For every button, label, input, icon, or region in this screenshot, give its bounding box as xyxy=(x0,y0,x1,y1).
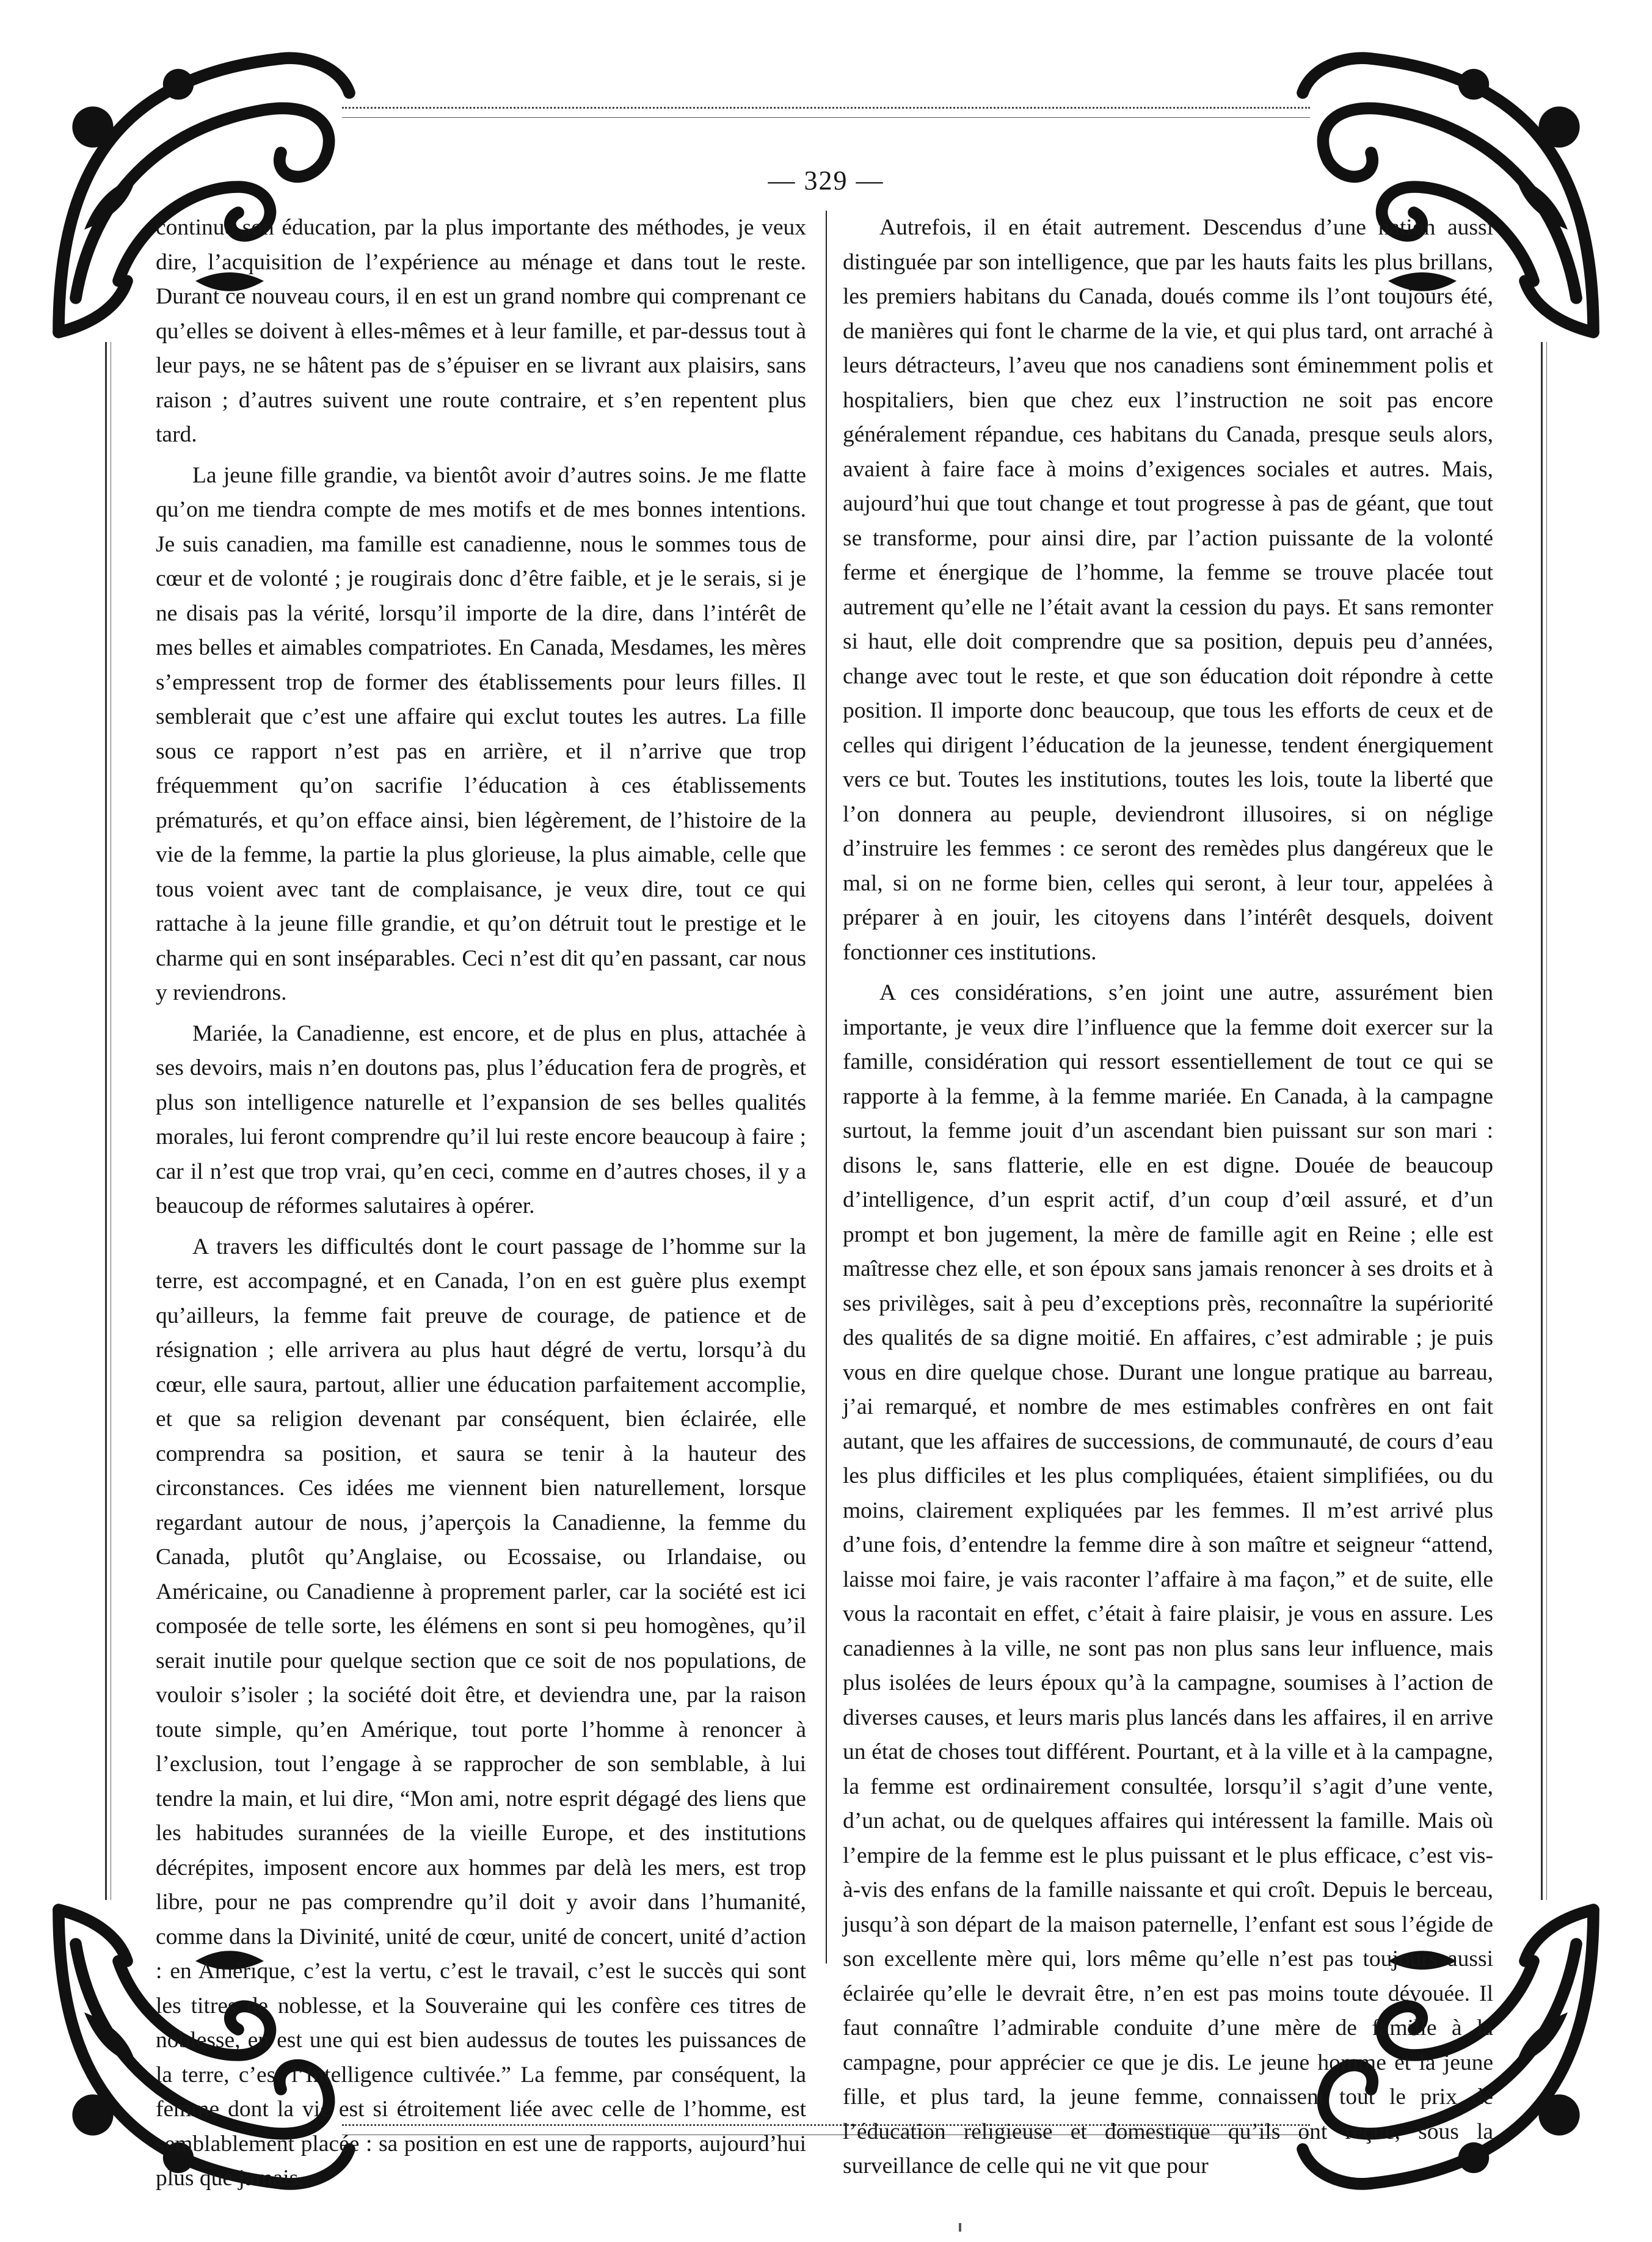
text-column-left xyxy=(156,211,806,2202)
top-border-rule xyxy=(342,107,1310,118)
right-border-rule xyxy=(1541,342,1547,1900)
paragraph: La jeune fille grandie, va bientôt avoir d’autres soins. Je me flatte qu’on me tiendra compte de mes motifs et de mes bonnes intentions. Je suis canadien, ma famille est canadienne, nous le sommes tous de cœur et de volonté ; je rougirais donc d’être faible, et je le serais, si je ne disais pas la vérité, lorsqu’il importe de la dire, dans l’intérêt de mes belles et aimables compatriotes. En Canada, Mesdames, les mères s’empressent trop de former des établissements pour leurs filles. Il semblerait que c’est une affaire qui exclut toutes les autres. La fille sous ce rapport n’est pas en arrière, et il n’arrive que trop fréquemment qu’on sacrifie l’éducation à ces établissements prématurés, et qu’on efface ainsi, bien légèrement, de l’histoire de la vie de la femme, la partie la plus glorieuse, la plus aimable, celle que tous voient avec tant de complaisance, je veux dire, tout ce qui rattache à la jeune fille grandie, et qu’on détruit tout le prestige et le charme qui en sont inséparables. Ceci n’est dit qu’en passant, car nous y reviendrons. xyxy=(156,462,806,1005)
paragraph: continue son éducation, par la plus importante des méthodes, je veux dire, l’acquisition de l’expérience au ménage et dans tout le reste. Durant ce nouveau cours, il en est un grand nombre qui comprenant ce qu’elles se doivent à elles-mêmes et à leur famille, et par-dessus tout à leur pays, ne se hâtent pas de s’épuiser en se livrant aux plaisirs, sans raison ; d’autres suivent une route contraire, et s’en repentent plus tard. xyxy=(156,215,806,447)
paragraph: Mariée, la Canadienne, est encore, et de plus en plus, attachée à ses devoirs, mais n’en doutons pas, plus l’éducation fera de progrès, et plus son intelligence naturelle et l’expansion de ses belles qualités morales, lui feront comprendre qu’il lui reste encore beaucoup à faire ; car il n’est que trop vrai, qu’en ceci, comme en d’autres choses, il y a beaucoup de réformes salutaires à opérer. xyxy=(156,1021,806,1218)
paragraph: A travers les difficultés dont le court passage de l’homme sur la terre, est accompagné, et en Canada, l’on en est guère plus exempt qu’ailleurs, la femme fait preuve de courage, de patience et de résignation ; elle arrivera au plus haut dégré de vertu, lorsqu’à du cœur, elle saura, partout, allier une éducation parfaitement accomplie, et que sa religion devenant par conséquent, bien éclairée, elle comprendra sa position, et saura se tenir à la hauteur des circonstances. Ces idées me viennent bien naturellement, lorsque regardant autour de nous, j’aperçois la Canadienne, la femme du Canada, plutôt qu’Anglaise, ou Ecossaise, ou Irlandaise, ou Américaine, ou Canadienne à proprement parler, car la société est ici composée de telle sorte, les élémens en sont si peu homogènes, qu’il serait inutile pour quelque section que ce soit de nos populations, de vouloir s’isoler ; la société doit être, et deviendra une, par la raison toute simple, qu’en Amérique, tout porte l’homme à renoncer à l’exclusion, tout l’engage à se rapprocher de son semblable, à lui tendre la main, et lui dire, “Mon ami, notre esprit dégagé des liens que les habitudes surannées de la vieille Europe, et des institutions décrépites, imposent encore aux hommes par delà les mers, est trop libre, pour ne pas comprendre qu’il doit y avoir dans l’humanité, comme dans la Divinité, unité de cœur, unité de concert, unité d’action : en Amérique, c’est la vertu, c’est le travail, c’est le succès qui sont les titres de noblesse, et la Souveraine qui les confère ces titres de noblesse, en est une qui est bien audessus de toutes les puissances de la terre, c’est l’Intelligence cultivée.” La femme, par conséquent, la femme dont la vie est si étroitement liée avec celle de l’homme, est semblablement placée : sa position en est une de rapports, aujourd’hui plus que jamais. xyxy=(156,1234,806,2191)
column-divider xyxy=(826,211,827,1964)
page-number: — 329 — xyxy=(768,166,884,195)
print-mark xyxy=(959,2223,961,2232)
text-column-right xyxy=(843,211,1493,2190)
paragraph: A ces considérations, s’en joint une autre, assurément bien importante, je veux dire l’influence que la femme doit exercer sur la famille, considération qui ressort essentiellement de tout ce qui se rapporte à la femme, à la femme mariée. En Canada, à la campagne surtout, la femme jouit d’un ascendant bien puissant sur son mari : disons le, sans flatterie, elle en est digne. Douée de beaucoup d’intelligence, d’un esprit actif, d’un coup d’œil assuré, et d’un prompt et bon jugement, la mère de famille agit en Reine ; elle est maîtresse chez elle, et son époux sans jamais renoncer à ses droits et à ses privilèges, sait à peu d’exceptions près, reconnaître la supériorité des qualités de sa digne moitié. En affaires, c’est admirable ; je puis vous en dire quelque chose. Durant une longue pratique au barreau, j’ai remarqué, et nombre de mes estimables confrères en ont fait autant, que les affaires de successions, de communauté, de cours d’eau les plus difficiles et les plus compliquées, étaient simplifiées, ou du moins, clairement expliquées par les femmes. Il m’est arrivé plus d’une fois, d’entendre la femme dire à son maître et seigneur “attend, laisse moi faire, je vais raconter l’affaire à ma façon,” et de suite, elle vous la racontait en effet, c’était à faire plaisir, je vous en assure. Les canadiennes à la ville, ne sont pas non plus sans leur influence, mais plus isolées de leurs époux qu’à la campagne, soumises à l’action de diverses causes, et leurs maris plus lancés dans les affaires, il en arrive un état de choses tout différent. Pourtant, et à la ville et à la campagne, la femme est ordinairement consultée, lorsqu’il s’agit d’une vente, d’un achat, ou de quelques affaires qui intéressent la famille. Mais où l’empire de la femme est le plus puissant et le plus efficace, c’est vis-à-vis des enfans de la famille naissante et qui croît. Depuis le berceau, jusqu’à son départ de la maison paternelle, l’enfant est sous l’égide de son excellente mère qui, lors même qu’elle n’est pas toujours aussi éclairée qu’elle le devrait être, n’en est pas moins toute dévouée. Il faut connaître l’admirable conduite d’une mère de famille à la campagne, pour apprécier ce que je dis. Le jeune homme et la jeune fille, et plus tard, la jeune femme, connaissent tout le prix de l’éducation religieuse et domestique qu’ils ont reçue, sous la surveillance de celle qui ne vit que pour xyxy=(843,980,1493,2178)
left-border-rule xyxy=(105,342,111,1900)
paragraph: Autrefois, il en était autrement. Descendus d’une nation aussi distinguée par son intelligence, que par les hauts faits les plus brillans, les premiers habitans du Canada, doués comme ils l’ont toujours été, de manières qui font le charme de la vie, et qui plus tard, ont arraché à leurs détracteurs, l’aveu que nos canadiens sont éminemment polis et hospitaliers, bien que chez eux l’instruction ne soit pas encore généralement répandue, ces habitans du Canada, presque seuls alors, avaient à faire face à moins d’exigences sociales et autres. Mais, aujourd’hui que tout change et tout progresse à pas de géant, que tout se transforme, pour ainsi dire, par l’action puissante de la volonté ferme et énergique de l’homme, la femme se trouve placée tout autrement qu’elle ne l’était avant la cession du pays. Et sans remonter si haut, elle doit comprendre que sa position, depuis peu d’années, change avec tout le reste, et que son éducation doit répondre à cette position. Il importe donc beaucoup, que tous les efforts de ceux et de celles qui dirigent l’éducation de la jeunesse, tendent énergiquement vers ce but. Toutes les institutions, toutes les lois, toute la liberté que l’on donnera au peuple, deviendront illusoires, si on néglige d’instruire les femmes : ce seront des remèdes plus dangéreux que le mal, si on ne forme bien, celles qui seront, à leur tour, appelées à préparer à en jouir, les citoyens dans l’intérêt desquels, doivent fonctionner ces institutions. xyxy=(843,215,1493,965)
